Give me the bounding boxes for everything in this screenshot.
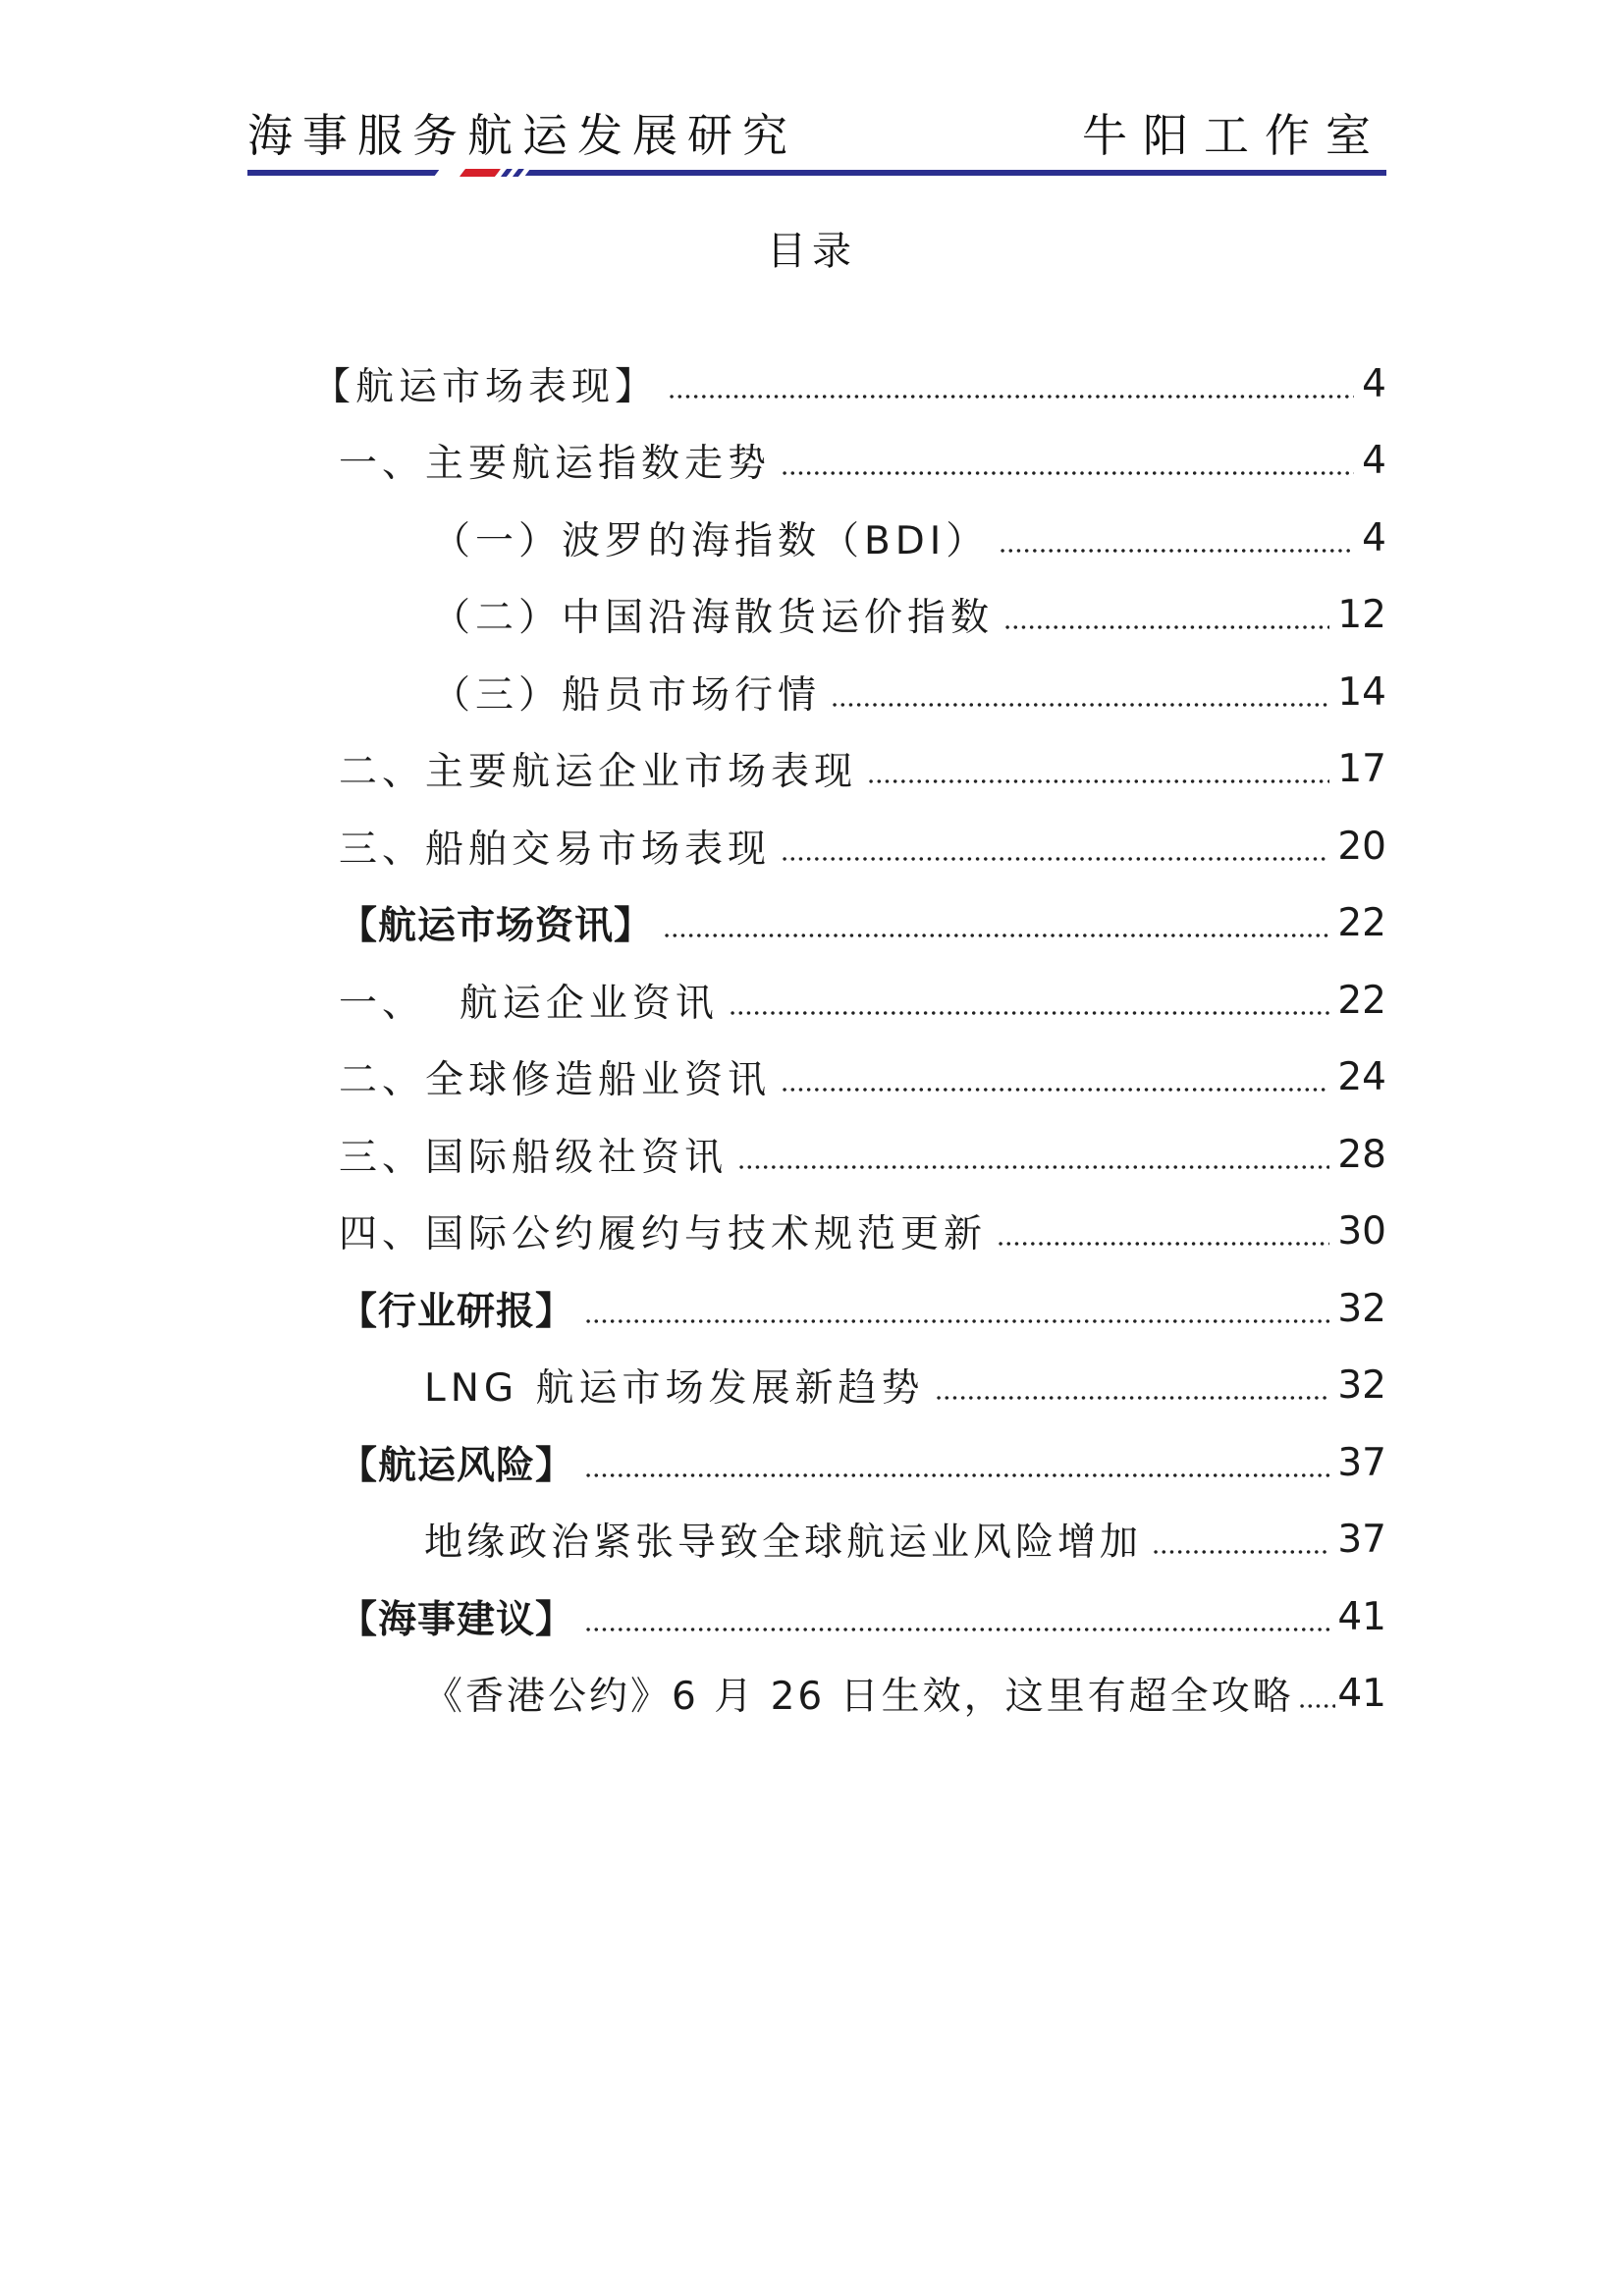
toc-leader-dots [584, 1318, 1329, 1324]
toc-entry[interactable] [339, 1193, 1386, 1269]
toc-leader-dots [781, 470, 1354, 476]
toc-entry[interactable] [339, 1270, 1386, 1347]
toc-entry-label: （二）中国沿海散货运价指数 [432, 596, 995, 640]
toc-entry-page: 17 [1337, 746, 1386, 791]
toc-entry-label: 一、主要航运指数走势 [339, 442, 772, 486]
toc-entry-page: 24 [1337, 1054, 1386, 1099]
toc-entry-label: 【航运风险】 [339, 1444, 575, 1488]
toc-entry-label: 【行业研报】 [339, 1290, 575, 1334]
toc-entry[interactable] [339, 808, 1386, 884]
toc-entry-page: 41 [1337, 1594, 1386, 1639]
toc-entry-page: 4 [1362, 438, 1386, 483]
toc-entry-page: 12 [1337, 592, 1386, 637]
toc-leader-dots [584, 1627, 1329, 1632]
toc-entry-label: 一、 航运企业资讯 [339, 982, 719, 1026]
toc-entry-page: 32 [1337, 1362, 1386, 1408]
toc-leader-dots [663, 933, 1329, 938]
toc-entry-label: （三）船员市场行情 [432, 673, 822, 718]
toc-entry-page: 41 [1337, 1671, 1386, 1716]
toc-entry[interactable] [424, 1655, 1386, 1732]
toc-leader-dots [999, 548, 1354, 554]
toc-entry-label: 三、船舶交易市场表现 [339, 828, 772, 872]
page-header [247, 90, 1386, 179]
toc-leader-dots [831, 702, 1329, 708]
toc-entry[interactable] [432, 500, 1386, 576]
toc-entry[interactable] [339, 884, 1386, 961]
toc-entry[interactable] [339, 1116, 1386, 1193]
toc-entry-label: （一）波罗的海指数（BDI） [432, 519, 990, 563]
toc-leader-dots [1003, 624, 1329, 630]
toc-entry-page: 4 [1362, 515, 1386, 561]
toc-entry-label: 三、国际船级社资讯 [339, 1136, 729, 1180]
toc-entry-label: 地缘政治紧张导致全球航运业风险增加 [424, 1521, 1143, 1565]
toc-entry-page: 32 [1337, 1286, 1386, 1331]
toc-leader-dots [781, 856, 1329, 862]
toc-leader-dots [729, 1010, 1330, 1016]
toc-entry-page: 28 [1337, 1132, 1386, 1177]
toc-leader-dots [997, 1241, 1329, 1247]
toc-entry-page: 37 [1337, 1517, 1386, 1562]
toc-leader-dots [867, 778, 1329, 784]
toc-leader-dots [737, 1164, 1329, 1170]
toc-leader-dots [1152, 1549, 1329, 1555]
header-right-title: 牛阳工作室 [1082, 109, 1386, 162]
toc-entry-page: 22 [1337, 978, 1386, 1023]
toc-entry-label: 【海事建议】 [339, 1598, 575, 1642]
toc-entry[interactable] [424, 1347, 1386, 1423]
toc-entry-label: 四、国际公约履约与技术规范更新 [339, 1212, 988, 1256]
header-left-title: 海事服务航运发展研究 [247, 109, 797, 162]
toc-entry[interactable] [424, 1501, 1386, 1577]
toc-leader-dots [584, 1472, 1329, 1478]
header-divider [247, 169, 1386, 176]
toc-leader-dots [781, 1087, 1329, 1093]
toc-entry[interactable] [339, 1578, 1386, 1655]
toc-title: 目录 [767, 229, 857, 274]
toc-entry-page: 20 [1337, 824, 1386, 869]
toc-entry-label: LNG 航运市场发展新趋势 [424, 1366, 925, 1411]
toc-entry[interactable] [312, 346, 1386, 422]
toc-leader-dots [668, 394, 1354, 400]
toc-entry[interactable] [339, 422, 1386, 499]
toc-entry[interactable] [339, 962, 1386, 1039]
toc-leader-dots [1298, 1703, 1336, 1709]
toc-leader-dots [935, 1395, 1330, 1401]
toc-entry[interactable] [432, 654, 1386, 730]
toc-entry-page: 22 [1337, 900, 1386, 945]
toc-entry-label: 【航运市场表现】 [312, 365, 659, 409]
toc-entry-label: 二、全球修造船业资讯 [339, 1058, 772, 1102]
toc-entry-label: 【航运市场资讯】 [339, 904, 654, 948]
toc-entry[interactable] [339, 1424, 1386, 1501]
toc-entry-page: 30 [1337, 1208, 1386, 1254]
toc-entry[interactable] [432, 576, 1386, 653]
toc-entry-label: 《香港公约》6 月 26 日生效，这里有超全攻略 [424, 1675, 1294, 1719]
toc-entry-label: 二、主要航运企业市场表现 [339, 750, 858, 794]
toc-entry[interactable] [339, 730, 1386, 807]
toc-entry-page: 37 [1337, 1440, 1386, 1485]
toc-entry[interactable] [339, 1039, 1386, 1115]
header-divider-graphic [247, 169, 1386, 177]
toc-entry-page: 14 [1337, 669, 1386, 715]
toc-entry-page: 4 [1362, 361, 1386, 406]
